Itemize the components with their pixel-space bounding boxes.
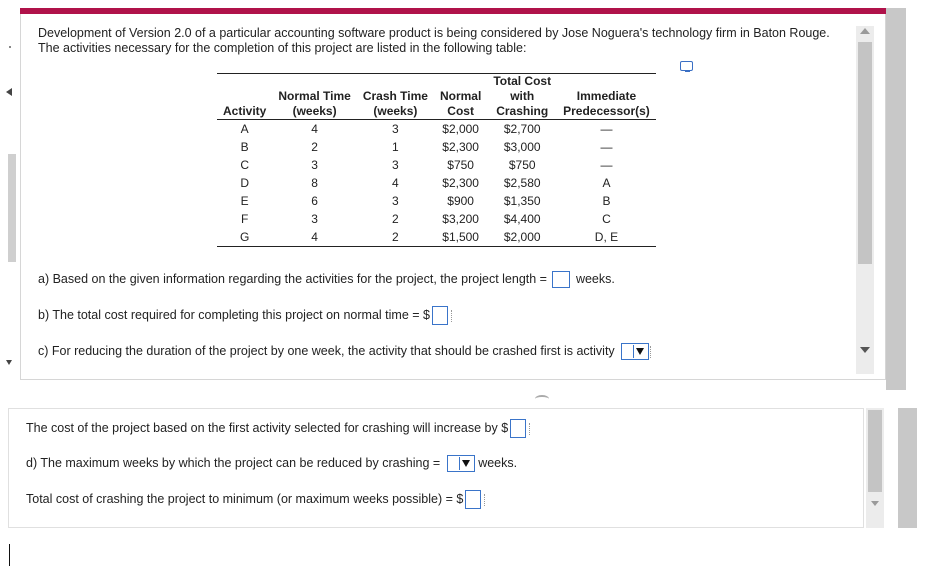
scroll-down-arrow-icon[interactable] <box>871 501 879 506</box>
table-row: F 3 2 $3,200 $4,400 C <box>241 212 611 226</box>
table-row: D 8 4 $2,300 $2,580 A <box>240 176 611 190</box>
lower-scrollbar-thumb[interactable] <box>868 410 882 492</box>
project-length-input[interactable] <box>552 271 570 288</box>
cost-increase-input[interactable] <box>510 419 526 438</box>
header-crash-time: Crash Time <box>362 89 428 103</box>
question-a-text: a) Based on the given information regarding the activities for the project, the project length = <box>38 271 547 286</box>
panel-resize-handle[interactable] <box>535 395 549 403</box>
question-a-unit: weeks. <box>575 271 615 286</box>
left-arrow-icon[interactable] <box>6 88 12 96</box>
question-c2-text: The cost of the project based on the first activity selected for crashing will increase by $ <box>26 420 509 435</box>
accent-bar <box>20 8 886 14</box>
question-e <box>26 490 486 509</box>
table-row: G 4 2 $1,500 $2,000 D, E <box>217 228 656 247</box>
text-cursor <box>9 544 10 566</box>
header-total-cost-with: with <box>510 89 535 103</box>
header-normal-time-unit: (weeks) <box>272 104 356 120</box>
activity-table <box>217 73 656 247</box>
question-c2 <box>26 419 531 438</box>
question-a <box>38 271 615 288</box>
max-weeks-dropdown[interactable] <box>447 455 475 472</box>
question-d-text: d) The maximum weeks by which the project can be reduced by crashing = <box>26 455 441 470</box>
left-scroll-indicator <box>8 154 16 262</box>
scroll-up-arrow-icon[interactable] <box>860 28 870 34</box>
question-d <box>26 455 517 472</box>
header-normal-time: Normal Time <box>278 89 351 103</box>
question-e-text: Total cost of crashing the project to minimum (or maximum weeks possible) = $ <box>26 491 464 506</box>
outer-scrollbar-lower[interactable] <box>898 408 917 528</box>
normal-cost-input[interactable] <box>432 306 448 325</box>
question-b-text: b) The total cost required for completing this project on normal time = $ <box>38 307 430 322</box>
copy-table-icon[interactable] <box>680 61 693 71</box>
table-row: B 2 1 $2,300 $3,000 — <box>240 140 613 154</box>
question-c-text: c) For reducing the duration of the project by one week, the activity that should be crashed first is activity <box>38 343 615 358</box>
marker-dot <box>9 46 11 48</box>
down-arrow-icon[interactable] <box>6 360 12 365</box>
header-crashing: Crashing <box>487 104 557 120</box>
question-b <box>38 306 453 325</box>
crash-activity-dropdown[interactable] <box>621 343 649 360</box>
question-d-unit: weeks. <box>478 455 518 470</box>
table-row: A 4 3 $2,000 $2,700 — <box>240 122 613 136</box>
table-row: E 6 3 $900 $1,350 B <box>240 194 611 208</box>
total-crash-cost-input[interactable] <box>465 490 481 509</box>
chevron-down-icon <box>636 348 644 355</box>
header-immediate: Immediate <box>576 89 637 103</box>
header-total-cost: Total Cost <box>487 74 557 90</box>
outer-scrollbar[interactable] <box>886 8 906 390</box>
header-normal-cost: Normal <box>439 89 482 103</box>
scroll-down-arrow-icon[interactable] <box>860 347 870 353</box>
problem-intro: Development of Version 2.0 of a particular accounting software product is being considered by Jose Noguera's technology firm in Baton Rouge. The activities necessary for the completion of this project are listed in the following table: <box>38 26 830 55</box>
chevron-down-icon <box>462 460 470 467</box>
panel-scrollbar-thumb[interactable] <box>858 42 872 264</box>
question-c <box>38 343 652 360</box>
table-row: C 3 3 $750 $750 — <box>240 158 613 172</box>
header-crash-time-unit: (weeks) <box>357 104 434 120</box>
header-activity: Activity <box>217 104 272 120</box>
header-predecessors: Predecessor(s) <box>557 104 656 120</box>
header-normal-cost-label: Cost <box>434 104 487 120</box>
